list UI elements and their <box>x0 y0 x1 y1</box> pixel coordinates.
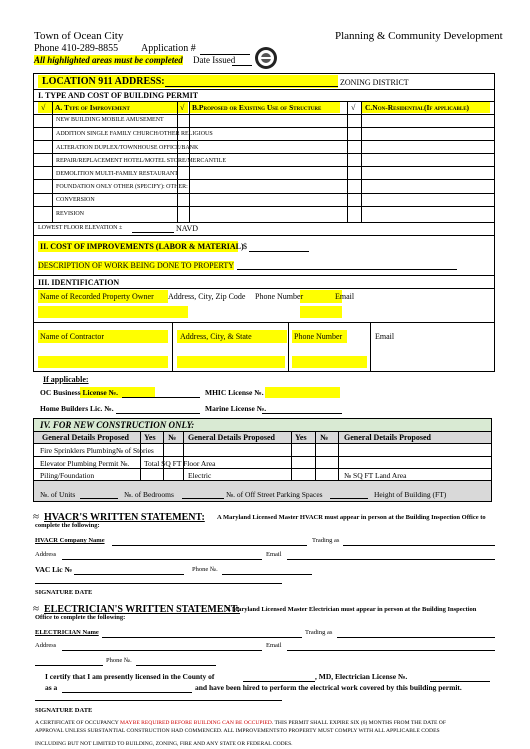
mhic-field[interactable] <box>265 387 340 398</box>
units-label: №. of Units <box>40 490 76 499</box>
hvac-phone-field[interactable] <box>222 566 312 575</box>
department-name: Planning & Community Development <box>335 30 503 42</box>
elec-title: ELECTRICIAN'S WRITTEN STATEMENT: <box>44 604 240 615</box>
s4-row2a: Elevator Plumbing Permit №. <box>40 459 130 468</box>
s4-row2b: Total SQ FT Floor Area <box>144 459 216 468</box>
lowest-floor-label: LOWEST FLOOR ELEVATION ± <box>38 225 123 231</box>
vac-lic-field[interactable] <box>74 566 184 575</box>
contractor-name-field[interactable] <box>38 356 168 368</box>
owner-label: Name of Recorded Property Owner <box>40 292 154 301</box>
hvac-note-2: complete the following: <box>35 522 100 529</box>
check-c: √ <box>351 103 356 112</box>
elec-phone-field[interactable] <box>136 657 216 666</box>
if-applicable: If applicable: <box>43 375 89 384</box>
height-label: Height of Building (FT) <box>374 490 447 499</box>
hvac-signature-label: SIGNATURE DATE <box>35 589 93 596</box>
elec-license-field[interactable] <box>430 673 490 682</box>
row-8: REVISION <box>56 211 84 217</box>
elec-note: A Maryland Licensed Master Electrician must appear in person at the Building Inspection <box>226 606 477 613</box>
contractor-address-label: Address, City, & State <box>180 332 252 341</box>
hvac-address-label: Address <box>35 551 57 558</box>
certify-as-a: as a <box>45 683 58 692</box>
application-label: Application # <box>141 43 196 54</box>
hvac-signature-line[interactable] <box>35 583 282 584</box>
owner-phone-label: Phone Number <box>255 292 304 301</box>
elec-phone-label: Phone №. <box>106 657 132 664</box>
row-1: NEW BUILDING MOBILE AMUSEMENT <box>56 117 164 123</box>
elec-role-field[interactable] <box>62 684 192 693</box>
elec-signature-line[interactable] <box>35 700 282 701</box>
col-b-header: B.Proposed or Existing Use of Structure <box>192 103 322 112</box>
elec-phone-prefix-field[interactable] <box>35 657 103 666</box>
s4-yes2: Yes <box>295 433 307 442</box>
contractor-phone-field[interactable] <box>292 356 367 368</box>
hvac-phone-label: Phone №. <box>192 566 218 573</box>
date-issued-field[interactable] <box>232 57 252 66</box>
check-b: √ <box>180 103 185 112</box>
units-field[interactable] <box>80 490 118 499</box>
home-builders-label: Home Builders Lic. №. <box>40 404 114 413</box>
elec-name-label: ELECTRICIAN Name <box>35 629 99 636</box>
footer-line3: INCLUDING BUT NOT LIMITED TO BUILDING, ZONING, FIRE AND ANY STATE OR FEDERAL CODES. <box>35 741 293 747</box>
owner-name-field[interactable] <box>38 306 188 318</box>
section2-title: II. COST OF IMPROVEMENTS (LABOR & MATERIAL) <box>40 242 244 251</box>
elec-trading-label: Trading as <box>305 629 333 636</box>
s4-no1: № <box>168 433 177 442</box>
elec-address-field[interactable] <box>62 642 262 651</box>
navd-label: NAVD <box>176 224 199 233</box>
s4-yes1: Yes <box>144 433 156 442</box>
hvac-symbol: ≈ <box>33 511 40 523</box>
lowest-floor-field[interactable] <box>132 224 174 233</box>
zoning-district: ZONING DISTRICT <box>340 78 409 87</box>
hvac-title: HVACR'S WRITTEN STATEMENT: <box>44 512 205 523</box>
s4-col1-header: General Details Proposed <box>42 433 129 442</box>
section3-title: III. IDENTIFICATION <box>38 278 120 287</box>
parking-field[interactable] <box>330 490 368 499</box>
elec-trading-field[interactable] <box>337 629 495 638</box>
contractor-label: Name of Contractor <box>40 332 104 341</box>
town-name: Town of Ocean City <box>34 30 124 42</box>
hvac-address-field[interactable] <box>62 551 262 560</box>
oc-business-field[interactable] <box>122 389 200 398</box>
mhic-label: MHIC License №. <box>205 388 264 397</box>
section1-title: I. TYPE AND COST OF BUILDING PERMIT <box>38 91 199 100</box>
parking-label: №. of Off Street Parking Spaces <box>226 490 323 499</box>
elec-email-field[interactable] <box>287 642 495 651</box>
elec-symbol: ≈ <box>33 603 40 615</box>
marine-label: Marine License №. <box>205 404 267 413</box>
s4-col3-header: General Details Proposed <box>344 433 431 442</box>
hvac-trading-field[interactable] <box>343 537 495 546</box>
application-number-field[interactable] <box>200 46 250 55</box>
s4-row3a: Piling/Foundation <box>40 471 95 480</box>
contractor-email-label: Email <box>375 332 395 341</box>
bedrooms-label: №. of Bedrooms <box>124 490 174 499</box>
hvac-trading-label: Trading as <box>312 537 340 544</box>
certify-line1b: , MD, Electrician License №. <box>315 672 408 681</box>
row-5: DEMOLITION MULTI-FAMILY RESTAURANT <box>56 171 179 177</box>
highlight-note: All highlighted areas must be completed <box>34 55 183 65</box>
cost-field[interactable] <box>249 243 309 252</box>
oc-business-label: OC Business License №. <box>40 388 118 397</box>
footer-line2: APPROVAL UNLESS SUBSTANTIAL CONSTRUCTION HAD COMMENCED. ALL IMPROVEMENTSTO PROPERTY MUST COMPLY WITH ALL APPLICABLE CODES <box>35 728 440 734</box>
s4-col2-header: General Details Proposed <box>188 433 275 442</box>
footer-red-text: MAYBE REQUIRED BEFORE BUILDING CAN BE OCCUPIED <box>120 720 272 726</box>
elec-email-label: Email <box>266 642 282 649</box>
owner-address-label: Address, City, Zip Code <box>168 292 246 301</box>
town-seal-icon <box>254 46 278 70</box>
hvac-email-label: Email <box>266 551 282 558</box>
marine-field[interactable] <box>262 405 342 414</box>
row-7: CONVERSION <box>56 197 95 203</box>
elec-name-field[interactable] <box>102 629 302 638</box>
footer-line1: A CERTIFICATE OF OCCUPANCY MAYBE REQUIRED BEFORE BUILDING CAN BE OCCUPIED. THIS PERMIT SHALL EXPIRE SIX (6) MONTHS FROM THE DATE OF <box>35 720 446 726</box>
hvac-note: A Maryland Licensed Master HVACR must appear in person at the Building Inspection Office to <box>217 514 486 521</box>
col-c-header: C.Non-Residential(If applicable) <box>365 103 470 112</box>
elec-note-2: Office to complete the following: <box>35 614 126 621</box>
row-2: ADDITION SINGLE FAMILY CHURCH/OTHER RELIGIOUS <box>56 131 213 137</box>
dollar-sign: $ <box>243 242 247 251</box>
location-label: LOCATION 911 ADDRESS: <box>42 76 165 87</box>
certify-line2b: and have been hired to perform the electrical work covered by this building permit. <box>195 683 462 692</box>
bedrooms-field[interactable] <box>182 490 224 499</box>
s4-row3b: Electric <box>188 471 212 480</box>
elec-address-label: Address <box>35 642 57 649</box>
county-field[interactable] <box>243 673 315 682</box>
s4-no2: № <box>320 433 329 442</box>
row-4: REPAIR/REPLACEMENT HOTEL/MOTEL STORE/MERCANTILE <box>56 158 227 164</box>
row-3: ALTERATION DUPLEX/TOWNHOUSE OFFICE/BANK <box>56 145 199 151</box>
vac-lic-label: VAC Lic № <box>35 565 72 574</box>
contractor-address-field[interactable] <box>177 356 285 368</box>
s4-row3c: № SQ FT Land Area <box>344 471 407 480</box>
phone-text: Phone 410-289-8855 <box>34 43 119 54</box>
owner-phone-field[interactable] <box>300 306 342 318</box>
hvac-company-field[interactable] <box>112 537 307 546</box>
check-a: √ <box>41 103 46 112</box>
certify-line1: I certify that I am presently licensed in the County of <box>45 672 215 681</box>
location-address-field[interactable] <box>165 78 338 87</box>
owner-email-label: Email <box>335 292 355 301</box>
description-field[interactable] <box>237 261 457 270</box>
home-builders-field[interactable] <box>116 405 200 414</box>
hvac-email-field[interactable] <box>287 551 495 560</box>
row-6: FOUNDATION ONLY OTHER (SPECIFY): OTHER: <box>56 184 188 190</box>
contractor-phone-label: Phone Number <box>294 332 343 341</box>
col-a-header: A. Type of Improvement <box>55 103 130 112</box>
description-label: DESCRIPTION OF WORK BEING DONE TO PROPERTY <box>38 261 234 270</box>
s4-row1: Fire Sprinklers Plumbing№ of Stories <box>40 446 154 455</box>
elec-signature-label: SIGNATURE DATE <box>35 707 93 714</box>
date-issued-label: Date Issued <box>193 55 236 65</box>
hvac-company-label: HVACR Company Name <box>35 537 105 544</box>
section4-title: IV. FOR NEW CONSTRUCTION ONLY: <box>40 420 195 430</box>
